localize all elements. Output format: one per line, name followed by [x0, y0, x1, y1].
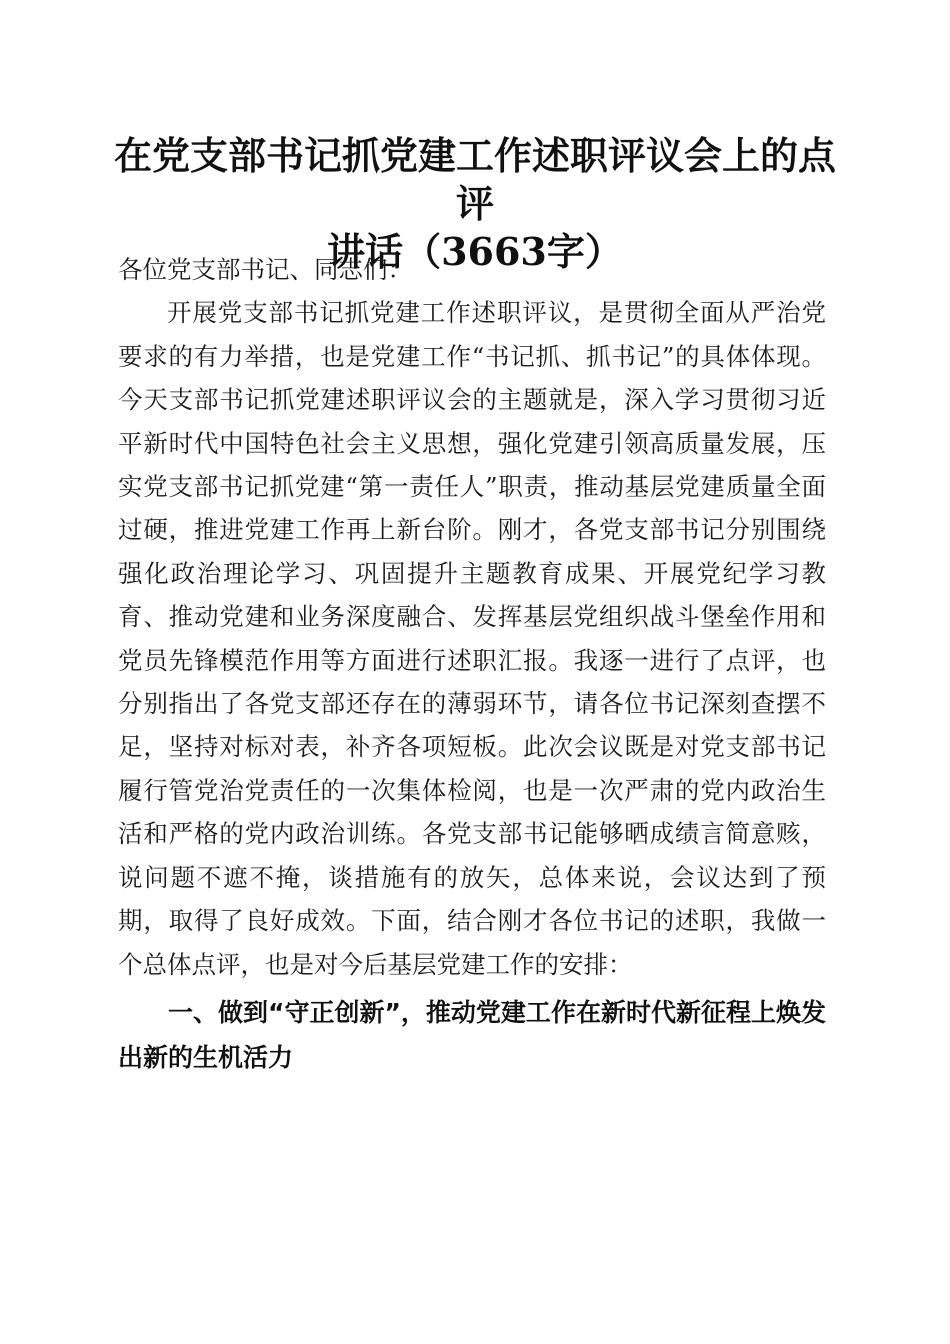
section-heading-1: 一、做到“守正创新”，推动党建工作在新时代新征程上焕发出新的生机活力	[118, 997, 826, 1072]
salutation: 各位党支部书记、同志们：	[118, 255, 412, 284]
document-body	[118, 248, 826, 1080]
title-line-2: 讲话（3663字）	[327, 229, 623, 274]
paragraph-1: 开展党支部书记抓党建工作述职评议，是贯彻全面从严治党要求的有力举措，也是党建工作“书记抓、抓书记”的具体体现。今天支部书记抓党建述职评议会的主题就是，深入学习贯彻习近平新时代中国特色社会主义思想，强化党建引领高质量发展，压实党支部书记抓党建“第一责任人”职责，推动基层党建质量全面过硬，推进党建工作再上新台阶。刚才，各党支部书记分别围绕强化政治理论学习、巩固提升主题教育成果、开展党纪学习教育、推动党建和业务深度融合、发挥基层党组织战斗堡垒作用和党员先锋模范作用等方面进行述职汇报。我逐一进行了点评，也分别指出了各党支部还存在的薄弱环节，请各位书记深刻查摆不足，坚持对标对表，补齐各项短板。此次会议既是对党支部书记履行管党治党责任的一次集体检阅，也是一次严肃的党内政治生活和严格的党内政治训练。各党支部书记能够晒成绩言简意赅，说问题不遮不掩，谈措施有的放矢，总体来说，会议达到了预期，取得了良好成效。下面，结合刚才各位书记的述职，我做一个总体点评，也是对今后基层党建工作的安排：	[118, 298, 826, 979]
title-line-1: 在党支部书记抓党建工作述职评议会上的点评	[113, 133, 836, 226]
